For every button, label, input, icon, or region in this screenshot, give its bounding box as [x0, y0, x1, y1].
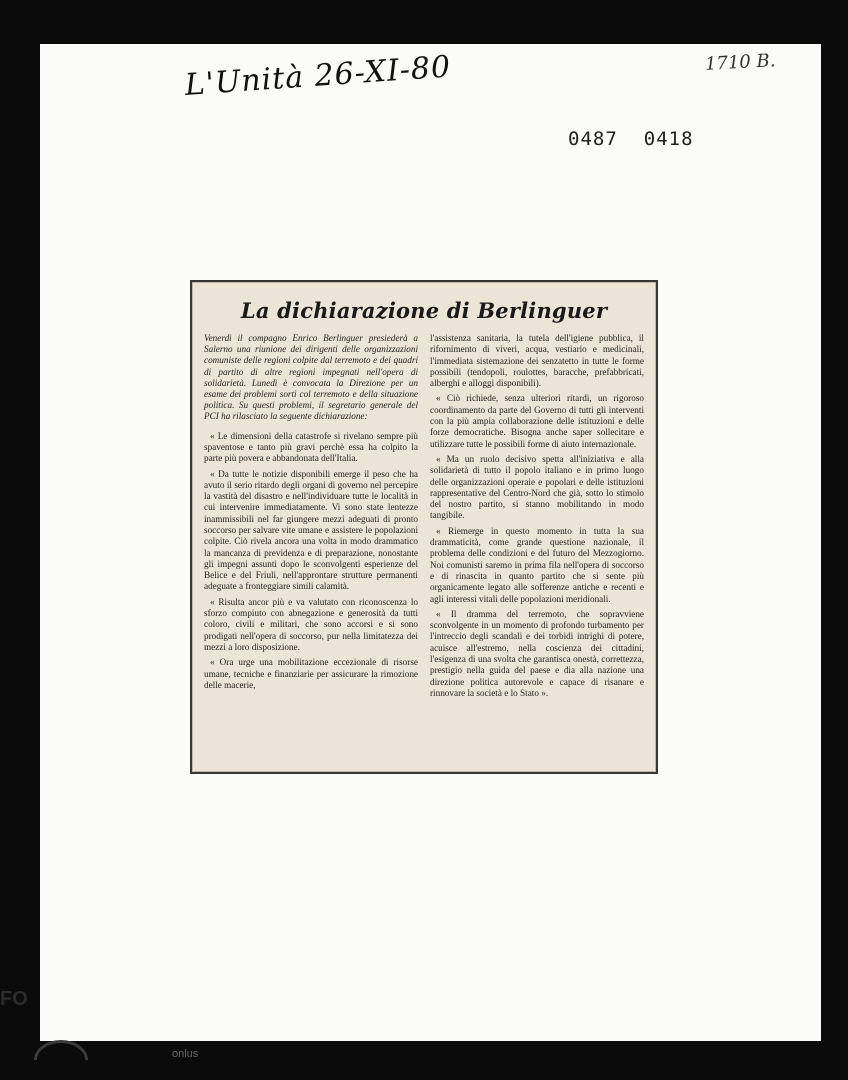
handwritten-source-date: L'Unità 26-XI-80 [183, 49, 453, 103]
article-columns [204, 333, 644, 703]
watermark-tagline: onlus [172, 1048, 199, 1060]
article-paragraph: « Risulta ancor più e va valutato con riconoscenza lo sforzo compiuto con abnegazione e generosità da tutti coloro, civili e militari, che sono accorsi e si sono prodigati nell'opera di soccorso, pur nella limitatezza dei mezzi a loro disposizione. [204, 596, 418, 652]
article-right-column [430, 333, 644, 703]
article-headline: La dichiarazione di Berlinguer [240, 298, 608, 323]
article-left-column [204, 333, 418, 703]
article-paragraph: « Ciò richiede, senza ulteriori ritardi, un rigoroso coordinamento da parte del Governo di tutti gli interventi con la più ampia collaborazione delle istituzioni e delle forze democratiche. Bisogna anche saper sollecitare e utilizzare tutte le possibili forme di aiuto internazionale. [430, 393, 644, 449]
watermark-brand: FO [0, 988, 28, 1010]
article-paragraph: « Ora urge una mobilitazione eccezionale di risorse umane, tecniche e finanziarie per assicurare la rimozione delle macerie, [204, 657, 418, 690]
archive-sheet [40, 44, 821, 1041]
watermark-logo-icon [34, 1040, 88, 1080]
archive-number-1: 0487 [568, 128, 618, 150]
article-paragraph: « Da tutte le notizie disponibili emerge il peso che ha avuto il serio ritardo degli organi di governo nel percepire la vastità del disastro e nell'individuare tutte le località in cui intervenire immediatamente. Vi sono state lentezze inammissibili nel far giungere mezzi adeguati di pronto soccorso per salvare vite umane e assistere le popolazioni colpite. Ciò rivela ancora una volta in modo drammatico la mancanza di previdenza e di preparazione, nonostante gli impegni assunti dopo le sconvolgenti esperienze del Belice e del Friuli, nell'approntare strutture permanenti adeguate a fronteggiare simili calamità. [204, 468, 418, 592]
handwritten-reference: 1710 B. [704, 50, 776, 75]
article-paragraph: « Ma un ruolo decisivo spetta all'iniziativa e alla solidarietà di tutto il popolo italiano e in primo luogo delle organizzazioni operaie e popolari e delle istituzioni rappresentative del Centro-Nord che già, sotto lo stimolo del nostro partito, si stanno mobilitando in modo tangibile. [430, 453, 644, 521]
article-paragraph: « Riemerge in questo momento in tutta la sua drammaticità, come grande questione nazionale, il problema delle condizioni e del futuro del Mezzogiorno. Noi comunisti saremo in prima fila nell'opera di soccorso e di rinascita in quanto partito che si sente più organicamente legato alle sofferenze antiche e recenti e agli interessi vitali delle popolazioni meridionali. [430, 525, 644, 604]
article-paragraph: « Le dimensioni della catastrofe si rivelano sempre più spaventose e tanto più gravi perchè essa ha colpito la parte più povera e abbandonata dell'Italia. [204, 430, 418, 464]
article-paragraph: « Il dramma del terremoto, che sopravviene sconvolgente in un momento di profondo turbamento per l'intreccio degli scandali e dei torbidi intrighi di potere, acuisce all'estremo, nella coscienza dei cittadini, l'esigenza di una svolta che garantisca onestà, correttezza, prestigio nella guida del paese e dia alla nazione una direzione politica autorevole e capace di risanare e rinnovare la società e lo Stato ». [430, 608, 644, 698]
newspaper-clipping [190, 280, 658, 774]
article-intro: Venerdì il compagno Enrico Berlinguer presiederà a Salerno una riunione dei dirigenti delle organizzazioni comuniste delle regioni colpite dal terremoto e dei quadri di partito di altre regioni impegnati nell'opera di solidarietà. Lunedì è convocata la Direzione per un esame dei problemi sorti col terremoto e della situazione politica. Su questi problemi, il segretario generale del PCI ha rilasciato la seguente dichiarazione: [204, 333, 418, 422]
article-paragraph: l'assistenza sanitaria, la tutela dell'igiene pubblica, il rifornimento di viveri, acqua, vestiario e medicinali, l'immediata sistemazione dei senzatetto in tutte le forme possibili (tendopoli, roulottes, baracche, prefabbricati, alberghi e alloggi disponibili). [430, 333, 644, 389]
archive-numbers [568, 128, 694, 150]
archive-number-2: 0418 [643, 128, 694, 150]
